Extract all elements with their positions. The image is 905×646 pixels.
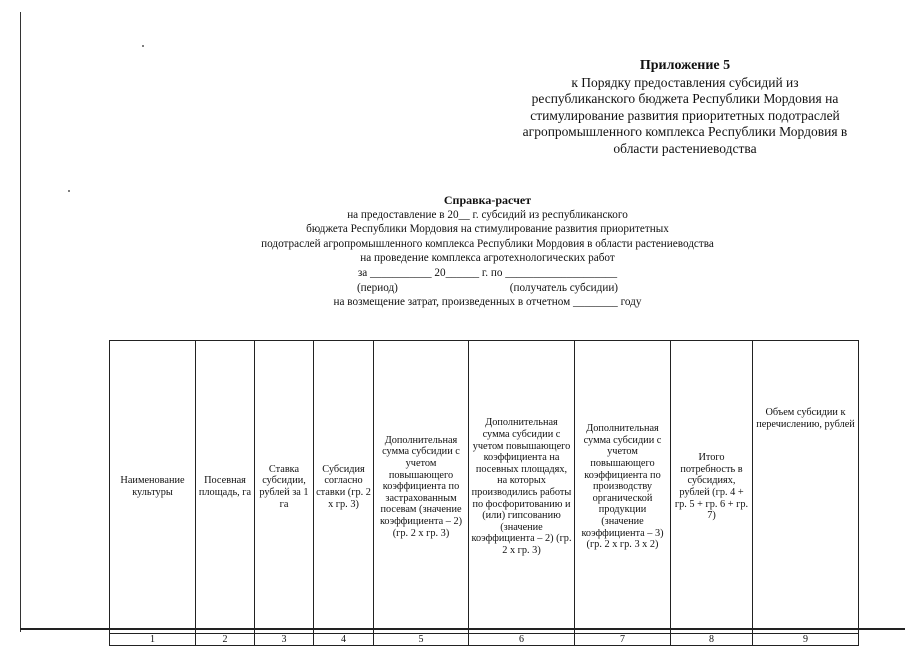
certificate-line: на предоставление в 20__ г. субсидий из республиканского — [347, 208, 628, 221]
appendix-line: республиканского бюджета Республики Мордовия на — [531, 91, 839, 106]
certificate-line: за ___________ 20______ г. по ____________________ — [357, 266, 618, 279]
scan-speck — [142, 45, 144, 47]
header-cell: Наименование культуры — [110, 341, 196, 634]
appendix-line: агропромышленного комплекса Республики Мордовия в — [522, 124, 848, 139]
column-number: 5 — [374, 634, 469, 646]
certificate-line: подотраслей агропромышленного комплекса Республики Мордовия в области растениеводства — [261, 237, 714, 250]
column-number: 1 — [110, 634, 196, 646]
header-cell: Дополнительная сумма субсидии с учетом повышающего коэффициента по производству органической продукции (значение коэффициента – 3) (гр. 2 х гр. 3 х 2) — [575, 341, 671, 634]
column-number: 3 — [255, 634, 314, 646]
header-cell: Посевная площадь, га — [196, 341, 255, 634]
column-number: 8 — [671, 634, 753, 646]
certificate-heading: Справка-расчет — [443, 193, 532, 207]
appendix-block — [490, 58, 880, 157]
header-cell: Дополнительная сумма субсидии с учетом повышающего коэффициента на посевных площадях, на которых производились работы по фосфоритованию и (или) гипсованию (значение коэффициента – 2) (гр. 2 х гр. 3) — [469, 341, 575, 634]
column-number: 4 — [314, 634, 374, 646]
header-cell: Дополнительная сумма субсидии с учетом повышающего коэффициента по застрахованным посевам (значение коэффициента – 2) (гр. 2 х гр. 3) — [374, 341, 469, 634]
column-number-row — [110, 634, 859, 646]
column-number: 2 — [196, 634, 255, 646]
column-number: 6 — [469, 634, 575, 646]
appendix-line: к Порядку предоставления субсидий из — [571, 74, 799, 90]
certificate-line: на проведение комплекса агротехнологических работ — [360, 252, 615, 265]
certificate-line: на возмещение затрат, произведенных в отчетном ________ году — [333, 296, 642, 309]
appendix-title: Приложение 5 — [639, 58, 731, 73]
calculation-table — [109, 340, 859, 646]
header-cell: Ставка субсидии, рублей за 1 га — [255, 341, 314, 634]
table-header-row — [110, 341, 859, 634]
certificate-line: (период) (получатель субсидии) — [356, 281, 619, 294]
certificate-block — [180, 193, 795, 310]
header-cell: Субсидия согласно ставки (гр. 2 х гр. 3) — [314, 341, 374, 634]
certificate-line: бюджета Республики Мордовия на стимулирование развития приоритетных — [306, 223, 669, 236]
page-border-left — [20, 12, 21, 632]
scan-speck — [68, 190, 70, 192]
column-number: 7 — [575, 634, 671, 646]
appendix-line: стимулирование развития приоритетных подотраслей — [530, 107, 840, 123]
header-cell: Итого потребность в субсидиях, рублей (гр. 4 + гр. 5 + гр. 6 + гр. 7) — [671, 341, 753, 634]
appendix-line: области растениеводства — [613, 140, 757, 156]
column-number: 9 — [753, 634, 859, 646]
header-cell: Объем субсидии к перечислению, рублей — [753, 341, 859, 634]
